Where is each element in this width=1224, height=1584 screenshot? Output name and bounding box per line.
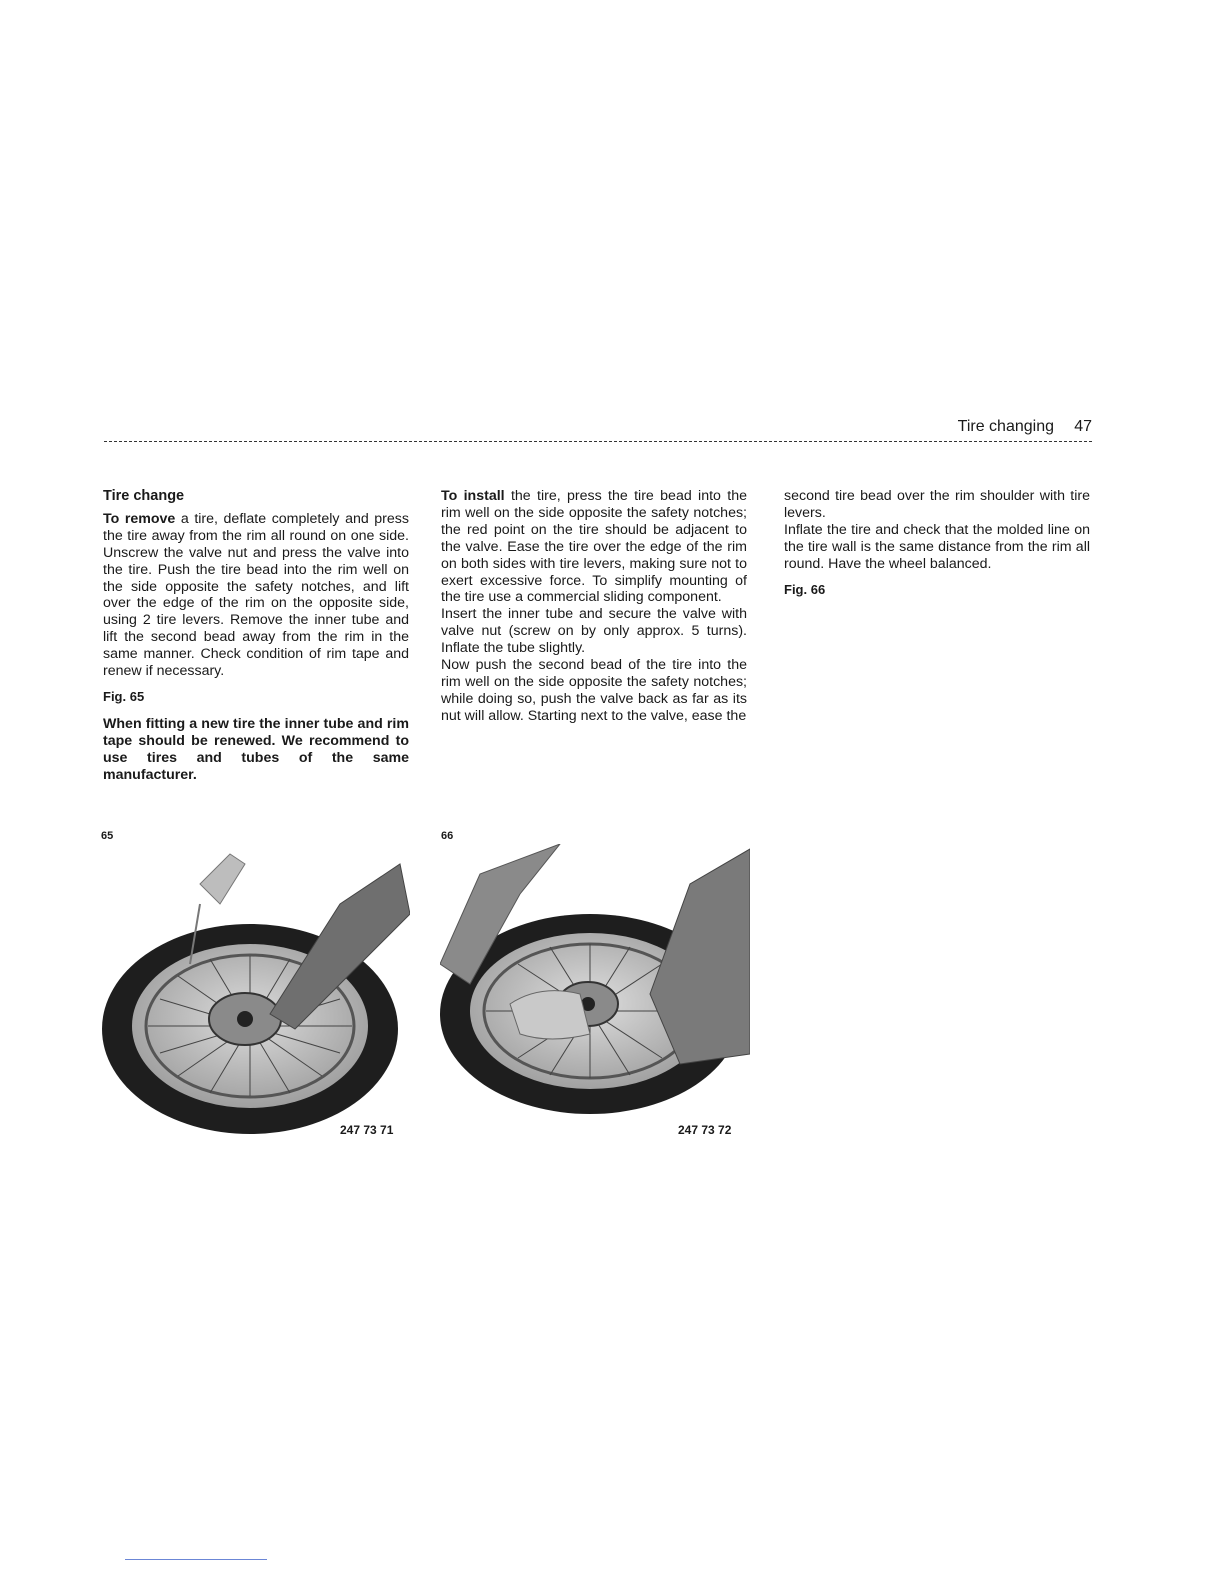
remove-text: a tire, deflate completely and press the tire away from the rim all round on one side. Unscrew the valve nut and press the valve into the tire. Push the tire bead into the rim well on the side opposite the safety notches, and lift over the edge of the rim on the opposite side, using 2 tire levers. Remove the inner tube and lift the second bead away from the rim in the same manner. Check condition of rim tape and renew if necessary. <box>103 510 409 680</box>
page-number: 47 <box>1074 418 1092 435</box>
inner-tube-paragraph: Insert the inner tube and secure the valve with valve nut (screw on by only approx. 5 turns). Inflate the tube slightly. <box>441 606 747 657</box>
inflate-paragraph: Inflate the tire and check that the molded line on the tire wall is the same distance from the rim all round. Have the wheel balanced. <box>784 521 1090 572</box>
header-rule <box>104 441 1092 442</box>
figure-number: 66 <box>441 830 454 842</box>
remove-paragraph <box>103 511 409 680</box>
figure-code-label: 247 73 72 <box>678 1123 732 1137</box>
fig-65-reference: Fig. 65 <box>103 688 145 704</box>
fig-66-reference: Fig. 66 <box>784 581 826 597</box>
fitting-note: When fitting a new tire the inner tube and rim tape should be renewed. We recommend to use tires and tubes of the same manufacturer. <box>103 715 409 783</box>
remove-lead: To remove <box>103 510 176 527</box>
figure-code-label: 247 73 71 <box>340 1123 394 1137</box>
figure-66 <box>440 828 750 1148</box>
text-column-3 <box>784 488 1090 608</box>
bottom-blue-rule <box>125 1559 267 1560</box>
bead-shoulder-paragraph: second tire bead over the rim shoulder with tire levers. <box>784 488 1090 521</box>
install-text: the tire, press the tire bead into the rim well on the side opposite the safety notches; the red point on the tire should be adjacent to the valve. Ease the tire over the edge of the rim on both sides with tire levers, making sure not to exert excessive force. To simplify mounting of the tire use a commercial sliding component. <box>441 488 747 606</box>
second-bead-paragraph: Now push the second bead of the tire into the rim well on the side opposite the safety notches; while doing so, push the valve back as far as its nut will allow. Starting next to the valve, ease the <box>441 657 747 724</box>
section-heading: Tire change <box>103 488 185 504</box>
install-paragraph <box>441 488 747 606</box>
text-column-2 <box>441 488 747 725</box>
figure-65 <box>100 828 410 1148</box>
install-lead: To install <box>441 488 505 504</box>
section-title: Tire changing <box>957 418 1054 435</box>
figure-number: 65 <box>101 830 114 842</box>
text-column-1 <box>103 488 409 784</box>
tire-installation-photo <box>440 844 750 1144</box>
tire-removal-photo <box>100 844 410 1144</box>
